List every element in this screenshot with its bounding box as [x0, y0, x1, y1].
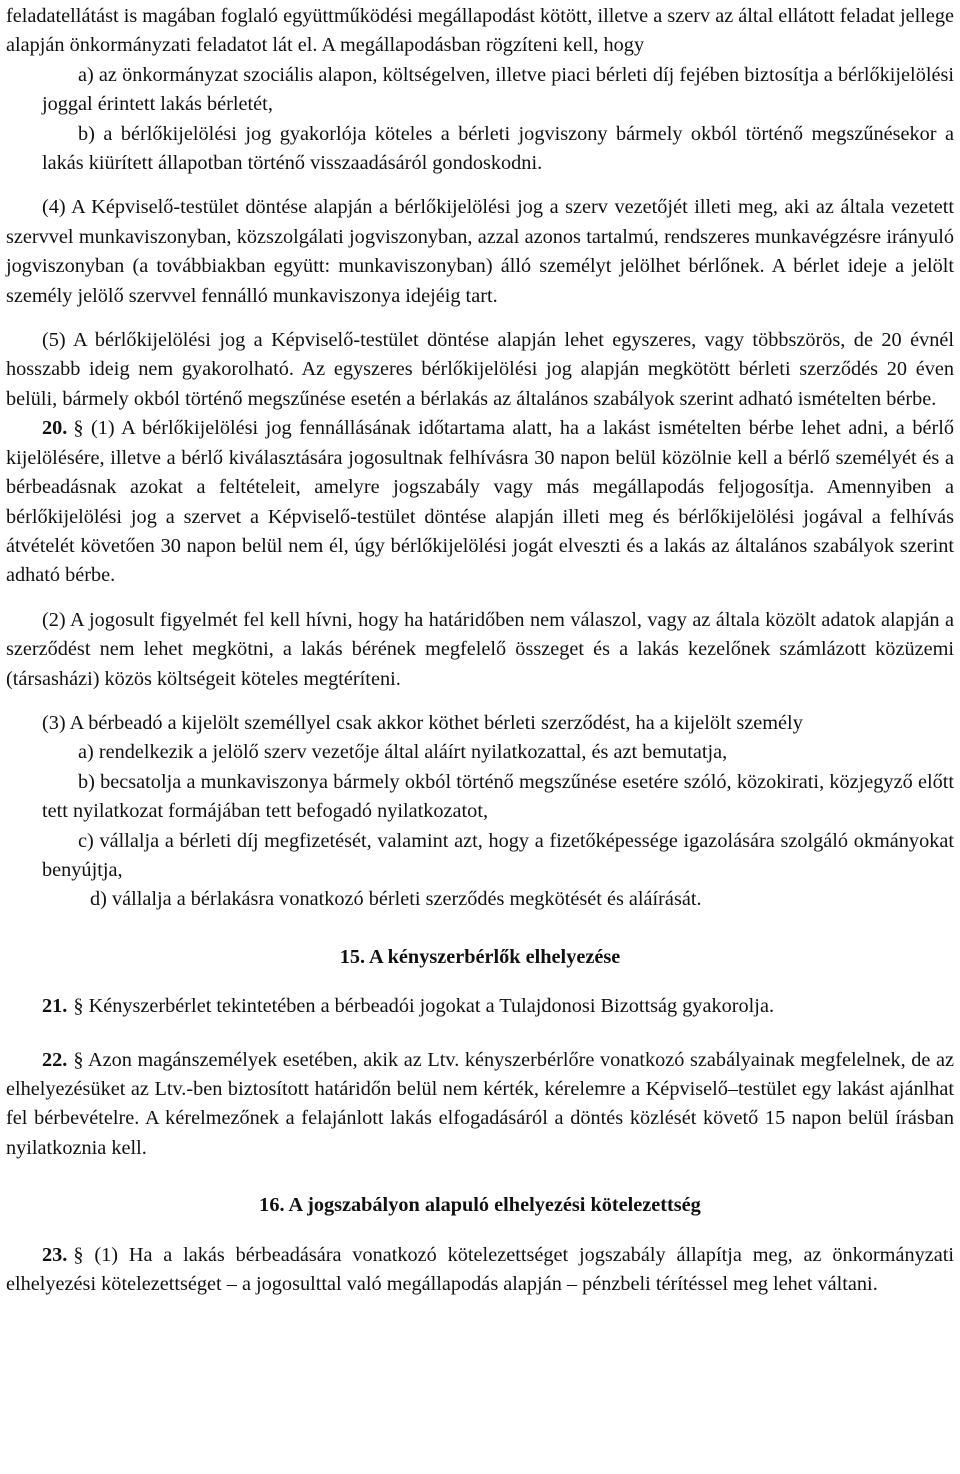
intro-item-a: a) az önkormányzat szociális alapon, költségelven, illetve piaci bérleti díj fejében biztosítja a bérlőkijelölési joggal érintett lakás bérletét, — [42, 63, 954, 116]
section-21-text: Kényszerbérlet tekintetében a bérbeadói jogokat a Tulajdonosi Bizottság gyakorolja. — [88, 995, 775, 1018]
intro-item-b: b) a bérlőkijelölési jog gyakorlója köteles a bérleti jogviszony bármely okból történő megszűnésekor a lakás kiürített állapotban történő visszaadásáról gondoskodni. — [42, 122, 954, 175]
chapter-heading-15: 15. A kényszerbérlők elhelyezése — [339, 945, 621, 968]
section-21-number: 21. — [42, 995, 68, 1018]
section-20-item-a: a) rendelkezik a jelölő szerv vezetője által aláírt nyilatkozattal, és azt bemutatja, — [78, 741, 728, 764]
paragraph-5: (5) A bérlőkijelölési jog a Képviselő-testület döntése alapján lehet egyszeres, vagy többszörös, de 20 évnél hosszabb ideig nem gyakorolható. Az egyszeres bérlőkijelölési jog alapján megkötött bérleti szerződés 20 éven belüli, bármely okból történő megszűnése esetén a bérlakás az általános szabályok szerint adható ismételten bérbe. — [6, 329, 954, 410]
paragraph-4: (4) A Képviselő-testület döntése alapján a bérlőkijelölési jog a szerv vezetőjét illeti meg, aki az általa vezetett szervvel munkaviszonyban, közszolgálati jogviszonyban, azzal azonos tartalmú, rendszeres munkavégzésre irányuló jogviszonyban (a továbbiakban együtt: munkaviszonyban) álló személyt jelölhet bérlőnek. A bérlet ideje a jelölt személy jelölő szervvel fennálló munkaviszonya idejéig tart. — [6, 196, 954, 307]
section-22-paragraph — [6, 1046, 954, 1164]
document-page — [6, 2, 954, 1299]
section-20-number: 20. — [42, 417, 68, 440]
section-sign: § — [73, 1048, 84, 1071]
section-20-item-b: b) becsatolja a munkaviszonya bármely okból történő megszűnése esetére szóló, közokirati, közjegyző előtt tett nyilatkozat formájában tett befogadó nyilatkozatot, — [42, 770, 954, 823]
section-sign: § — [73, 995, 84, 1018]
section-22-text: Azon magánszemélyek esetében, akik az Ltv. kényszerbérlőre vonatkozó szabályainak megfelelnek, de az elhelyezésüket az Ltv.-ben biztosított határidőn belül nem kérték, kérelemre a Képviselő–testület egy lakást ajánlhat fel bérbevételre. A kérelmezőnek a felajánlott lakás elfogadásáról a döntés közlését követő 15 napon belül írásban nyilatkoznia kell. — [6, 1048, 954, 1159]
section-20-text-1: (1) A bérlőkijelölési jog fennállásának időtartama alatt, ha a lakást ismételten bérbe lehet adni, a bérlő kijelölésére, illetve a bérlő kiválasztására jogosultnak felhívásra 30 napon belül közölnie kell a bérlő személyét és a bérbeadásnak azokat a feltételeit, amelyre jogszabály vagy más megállapodás feljogosítja. Amennyiben a bérlőkijelölési jog a szervet a Képviselő-testület döntése alapján illeti meg és bérlőkijelölési jogával a felhívás átvételét követően 30 napon belül nem él, úgy bérlőkijelölési jogát elveszti és a lakás az általános szabályok szerint adható bérbe. — [6, 417, 954, 587]
section-sign: § — [73, 1243, 84, 1266]
section-20-paragraph-3: (3) A bérbeadó a kijelölt személlyel csak akkor köthet bérleti szerződést, ha a kijelölt személy — [42, 711, 803, 734]
section-20-item-d: d) vállalja a bérlakásra vonatkozó bérleti szerződés megkötését és aláírását. — [90, 888, 702, 911]
intro-paragraph: feladatellátást is magában foglaló együttműködési megállapodást kötött, illetve a szerv az által ellátott feladat jellege alapján önkormányzati feladatot lát el. A megállapodásban rögzíteni kell, hogy — [6, 5, 954, 57]
section-23-text: (1) Ha a lakás bérbeadására vonatkozó kötelezettséget jogszabály állapítja meg, az önkormányzati elhelyezési kötelezettséget – a jogosulttal való megállapodás alapján – pénzbeli térítéssel meg lehet váltani. — [6, 1243, 954, 1296]
section-20-paragraph-2: (2) A jogosult figyelmét fel kell hívni, hogy ha határidőben nem válaszol, vagy az általa közölt adatok alapján a szerződést nem lehet megkötni, a lakás bérének megfelelő összeget és a lakás kezelőnek számlázott közüzemi (társasházi) közös költségeit köteles megtéríteni. — [6, 608, 954, 690]
section-23-paragraph — [6, 1241, 954, 1300]
section-20-item-c: c) vállalja a bérleti díj megfizetését, valamint azt, hogy a fizetőképessége igazolására szolgáló okmányokat benyújtja, — [42, 829, 954, 881]
chapter-heading-16: 16. A jogszabályon alapuló elhelyezési kötelezettség — [259, 1194, 701, 1217]
section-21-paragraph — [6, 992, 954, 1021]
section-23-number: 23. — [42, 1243, 68, 1266]
section-20-paragraph-1 — [6, 414, 954, 590]
section-sign: § — [73, 417, 84, 440]
section-22-number: 22. — [42, 1048, 68, 1071]
